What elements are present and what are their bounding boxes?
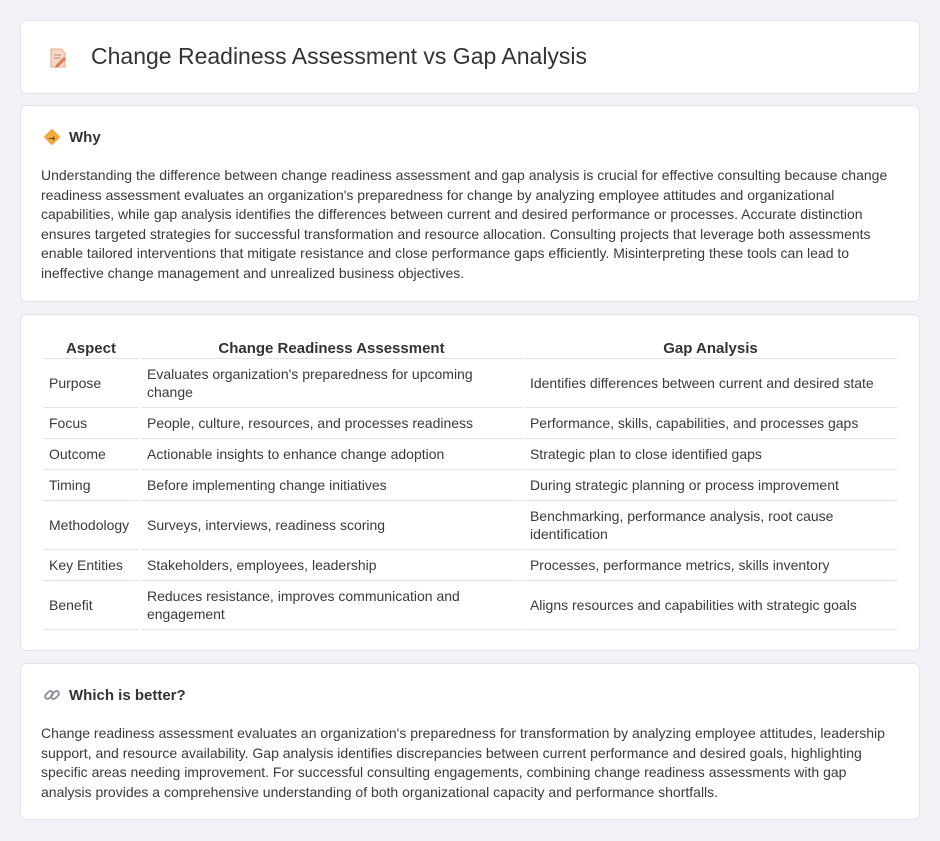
document-pencil-icon bbox=[47, 47, 69, 69]
table-cell: Aligns resources and capabilities with strategic goals bbox=[524, 581, 897, 630]
better-paragraph: Change readiness assessment evaluates an organization's preparedness for transformation by analyzing employee attitudes, leadership support, and resource availability. Gap analysis identifies discrepancies between current performance and desired goals, highlighting specific areas needing improvement. For successful consulting engagements, combining change readiness assessments with gap analysis provides a comprehensive understanding of both organizational capacity and performance shortfalls. bbox=[41, 725, 885, 800]
table-cell: Surveys, interviews, readiness scoring bbox=[141, 501, 522, 550]
column-header: Aspect bbox=[43, 337, 139, 359]
table-cell: Reduces resistance, improves communication and engagement bbox=[141, 581, 522, 630]
page-title: Change Readiness Assessment vs Gap Analysis bbox=[91, 43, 588, 69]
comparison-section bbox=[20, 314, 920, 651]
link-icon bbox=[43, 686, 61, 704]
table-row bbox=[43, 408, 897, 439]
table-cell: Key Entities bbox=[43, 550, 139, 581]
table-cell: Outcome bbox=[43, 439, 139, 470]
comparison-table bbox=[41, 337, 899, 630]
table-row bbox=[43, 501, 897, 550]
table-cell: Purpose bbox=[43, 359, 139, 408]
table-row bbox=[43, 359, 897, 408]
table-row bbox=[43, 439, 897, 470]
table-cell: Benchmarking, performance analysis, root cause identification bbox=[524, 501, 897, 550]
column-header: Gap Analysis bbox=[524, 337, 897, 359]
table-row bbox=[43, 581, 897, 630]
which-is-better-section bbox=[20, 663, 920, 820]
table-row bbox=[43, 470, 897, 501]
table-cell: Evaluates organization's preparedness for upcoming change bbox=[141, 359, 522, 408]
table-cell: Methodology bbox=[43, 501, 139, 550]
better-heading: Which is better? bbox=[69, 686, 186, 704]
table-cell: Processes, performance metrics, skills inventory bbox=[524, 550, 897, 581]
table-cell: Timing bbox=[43, 470, 139, 501]
why-heading: Why bbox=[69, 128, 101, 146]
table-row bbox=[43, 550, 897, 581]
table-header-row bbox=[43, 337, 897, 359]
table-cell: Actionable insights to enhance change adoption bbox=[141, 439, 522, 470]
better-heading-row bbox=[43, 686, 186, 704]
table-cell: People, culture, resources, and processes readiness bbox=[141, 408, 522, 439]
why-section bbox=[20, 105, 920, 302]
table-cell: Identifies differences between current and desired state bbox=[524, 359, 897, 408]
column-header: Change Readiness Assessment bbox=[141, 337, 522, 359]
diamond-sign-icon bbox=[43, 128, 61, 146]
table-cell: Performance, skills, capabilities, and processes gaps bbox=[524, 408, 897, 439]
table-cell: Before implementing change initiatives bbox=[141, 470, 522, 501]
table-cell: Focus bbox=[43, 408, 139, 439]
table-cell: During strategic planning or process improvement bbox=[524, 470, 897, 501]
table-cell: Strategic plan to close identified gaps bbox=[524, 439, 897, 470]
why-heading-row bbox=[43, 128, 101, 146]
why-paragraph: Understanding the difference between change readiness assessment and gap analysis is crucial for effective consulting because change readiness assessment evaluates an organization's preparedness for change by analyzing employee attitudes and organizational capabilities, while gap analysis identifies the differences between current and desired performance or processes. Accurate distinction ensures targeted strategies for successful transformation and resource allocation. Consulting projects that leverage both assessments enable tailored interventions that mitigate resistance and close performance gaps efficiently. Misinterpreting these tools can lead to ineffective change management and unrealized business objectives. bbox=[41, 167, 888, 281]
table-cell: Benefit bbox=[43, 581, 139, 630]
table-cell: Stakeholders, employees, leadership bbox=[141, 550, 522, 581]
title-card bbox=[20, 20, 920, 94]
